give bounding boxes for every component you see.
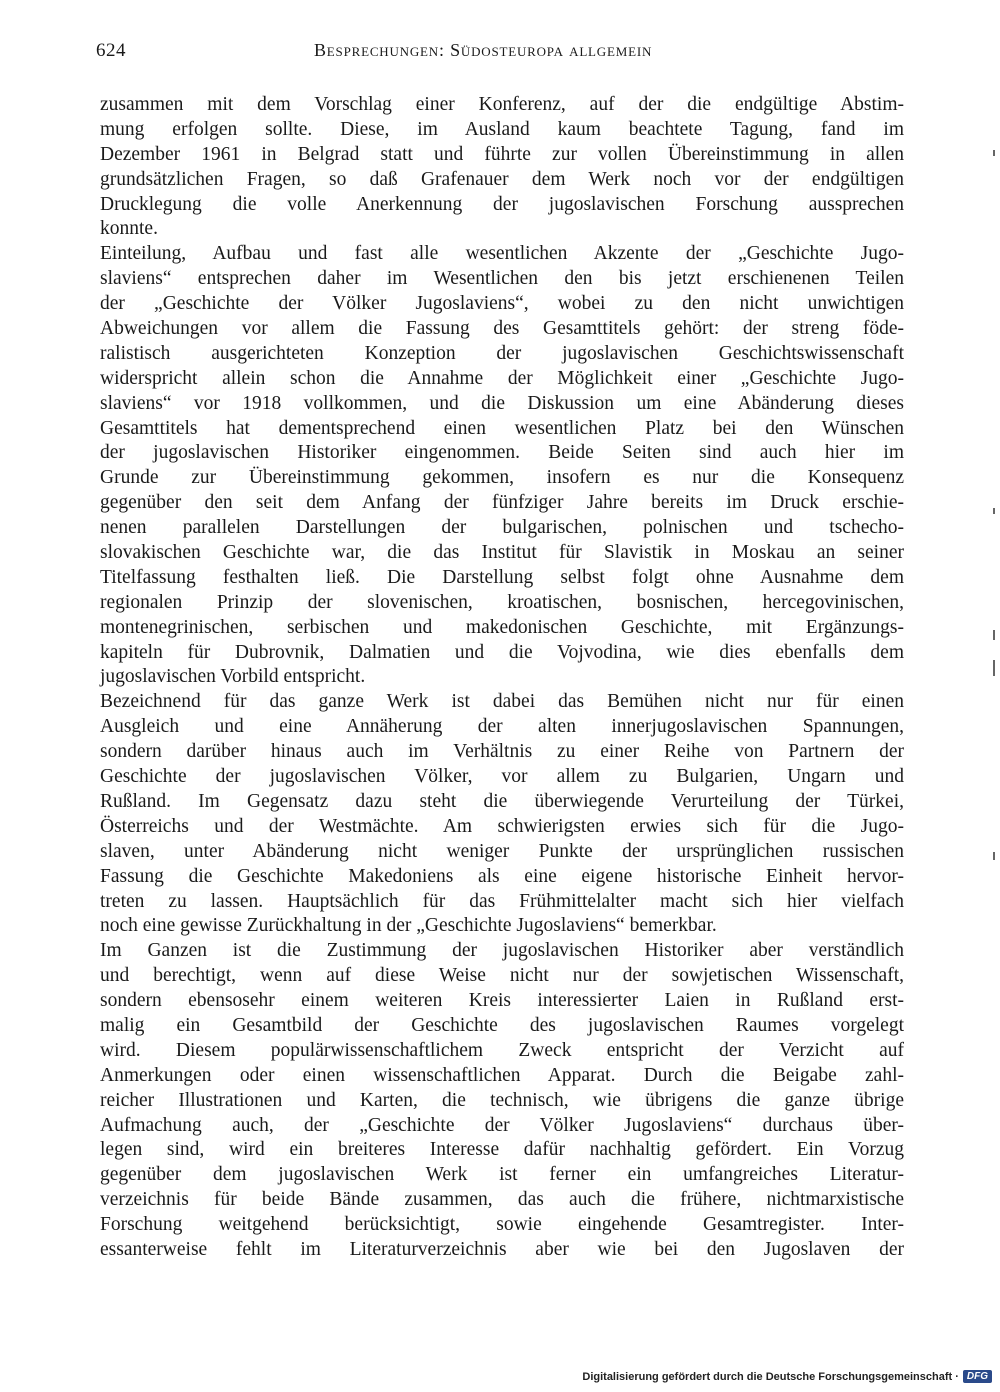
text-line: der „Geschichte der Völker Jugoslaviens“, wobei zu den nicht unwichtigen bbox=[100, 293, 904, 315]
text-line: montenegrinischen, serbischen und makedonischen Geschichte, mit Ergänzungs- bbox=[100, 616, 904, 638]
text-line: slaviens“ vor 1918 vollkommen, und die Diskussion um eine Abänderung dieses bbox=[100, 392, 904, 414]
margin-mark bbox=[993, 630, 995, 640]
text-line: Österreichs und der Westmächte. Am schwierigsten erwies sich für die Jugo- bbox=[100, 815, 904, 837]
text-line: wird. Diesem populärwissenschaftlichem Zweck entspricht der Verzicht auf bbox=[100, 1039, 904, 1061]
dfg-logo: DFG bbox=[963, 1370, 992, 1383]
text-line: slaven, unter Abänderung nicht weniger Punkte der ursprünglichen russischen bbox=[100, 840, 904, 862]
text-line: mung erfolgen sollte. Diese, im Ausland kaum beachtete Tagung, fand im bbox=[100, 118, 904, 140]
page-number: 624 bbox=[96, 40, 126, 61]
text-line: Einteilung, Aufbau und fast alle wesentlichen Akzente der „Geschichte Jugo- bbox=[100, 243, 904, 265]
text-line: Dezember 1961 in Belgrad statt und führte zur vollen Übereinstimmung in allen bbox=[100, 143, 904, 165]
text-line: jugoslavischen Vorbild entspricht. bbox=[100, 666, 366, 688]
text-line: ralistisch ausgerichteten Konzeption der jugoslavischen Geschichtswissenschaft bbox=[100, 342, 904, 364]
text-line: slaviens“ entsprechen daher im Wesentlichen den bis jetzt erschienenen Teilen bbox=[100, 268, 904, 290]
text-line: gegenüber den seit dem Anfang der fünfziger Jahre bereits im Druck erschie- bbox=[100, 492, 904, 514]
footer-credit: Digitalisierung gefördert durch die Deutsche Forschungsgemeinschaft · bbox=[582, 1370, 959, 1383]
text-line: Fassung die Geschichte Makedoniens als eine eigene historische Einheit hervor- bbox=[100, 865, 904, 887]
text-line: nenen parallelen Darstellungen der bulgarischen, polnischen und tschecho- bbox=[100, 517, 904, 539]
text-line: Bezeichnend für das ganze Werk ist dabei das Bemühen nicht nur für einen bbox=[100, 691, 904, 713]
margin-mark bbox=[993, 508, 995, 514]
running-head bbox=[96, 40, 906, 70]
running-title: Besprechungen: Südosteuropa allgemein bbox=[314, 40, 653, 60]
text-line: widerspricht allein schon die Annahme der Möglichkeit einer „Geschichte Jugo- bbox=[100, 367, 904, 389]
text-line: sondern darüber hinaus auch im Verhältnis zu einer Reihe von Partnern der bbox=[100, 741, 904, 763]
text-line: reicher Illustrationen und Karten, die technisch, wie übrigens die ganze übrige bbox=[100, 1089, 904, 1111]
text-line: Abweichungen vor allem die Fassung des Gesamttitels gehört: der streng föde- bbox=[100, 318, 904, 340]
text-line: verzeichnis für beide Bände zusammen, das auch die frühere, nichtmarxistische bbox=[100, 1189, 904, 1211]
text-line: Drucklegung die volle Anerkennung der jugoslavischen Forschung aussprechen bbox=[100, 193, 904, 215]
text-line: konnte. bbox=[100, 218, 158, 240]
text-line: Aufmachung auch, der „Geschichte der Völker Jugoslaviens“ durchaus über- bbox=[100, 1114, 904, 1136]
text-line: Geschichte der jugoslavischen Völker, vor allem zu Bulgarien, Ungarn und bbox=[100, 766, 904, 788]
text-line: Gesamttitels hat dementsprechend einen wesentlichen Platz bei den Wünschen bbox=[100, 417, 904, 439]
text-line: Titelfassung festhalten ließ. Die Darstellung selbst folgt ohne Ausnahme dem bbox=[100, 566, 904, 588]
text-line: essanterweise fehlt im Literaturverzeichnis aber wie bei den Jugoslaven der bbox=[100, 1238, 904, 1260]
text-line: Forschung weitgehend berücksichtigt, sowie eingehende Gesamtregister. Inter- bbox=[100, 1214, 904, 1236]
text-line: slovakischen Geschichte war, die das Institut für Slavistik in Moskau an seiner bbox=[100, 542, 904, 564]
text-line: regionalen Prinzip der slovenischen, kroatischen, bosnischen, hercegovinischen, bbox=[100, 591, 904, 613]
margin-mark bbox=[993, 660, 995, 676]
text-line: Rußland. Im Gegensatz dazu steht die überwiegende Verurteilung der Türkei, bbox=[100, 790, 904, 812]
text-line: noch eine gewisse Zurückhaltung in der „Geschichte Jugoslaviens“ bemerkbar. bbox=[100, 915, 717, 937]
text-line: legen sind, wird ein breiteres Interesse dafür nachhaltig gefördert. Ein Vorzug bbox=[100, 1139, 904, 1161]
text-line: Anmerkungen oder einen wissenschaftlichen Apparat. Durch die Beigabe zahl- bbox=[100, 1064, 904, 1086]
digitization-footer bbox=[582, 1370, 992, 1383]
text-line: zusammen mit dem Vorschlag einer Konferenz, auf der die endgültige Abstim- bbox=[100, 94, 904, 115]
text-line: Im Ganzen ist die Zustimmung der jugoslavischen Historiker aber verständlich bbox=[100, 940, 904, 962]
text-line: und berechtigt, wenn auf diese Weise nicht nur der sowjetischen Wissenschaft, bbox=[100, 965, 904, 987]
text-line: treten zu lassen. Hauptsächlich für das Frühmittelalter macht sich hier vielfach bbox=[100, 890, 904, 912]
text-line: gegenüber dem jugoslavischen Werk ist ferner ein umfangreiches Literatur- bbox=[100, 1164, 904, 1186]
text-line: malig ein Gesamtbild der Geschichte des jugoslavischen Raumes vorgelegt bbox=[100, 1014, 904, 1036]
text-line: der jugoslavischen Historiker eingenommen. Beide Seiten sind auch hier im bbox=[100, 442, 904, 464]
body-text bbox=[100, 93, 904, 1263]
text-line: sondern ebensosehr einem weiteren Kreis interessierter Laien in Rußland erst- bbox=[100, 990, 904, 1012]
text-line: grundsätzlichen Fragen, so daß Grafenauer dem Werk noch vor der endgültigen bbox=[100, 168, 904, 190]
margin-mark bbox=[993, 852, 995, 860]
text-line: Grunde zur Übereinstimmung gekommen, insofern es nur die Konsequenz bbox=[100, 467, 904, 489]
margin-mark bbox=[993, 150, 995, 156]
text-line: Ausgleich und eine Annäherung der alten innerjugoslavischen Spannungen, bbox=[100, 716, 904, 738]
text-line: kapiteln für Dubrovnik, Dalmatien und die Vojvodina, wie dies ebenfalls dem bbox=[100, 641, 904, 663]
